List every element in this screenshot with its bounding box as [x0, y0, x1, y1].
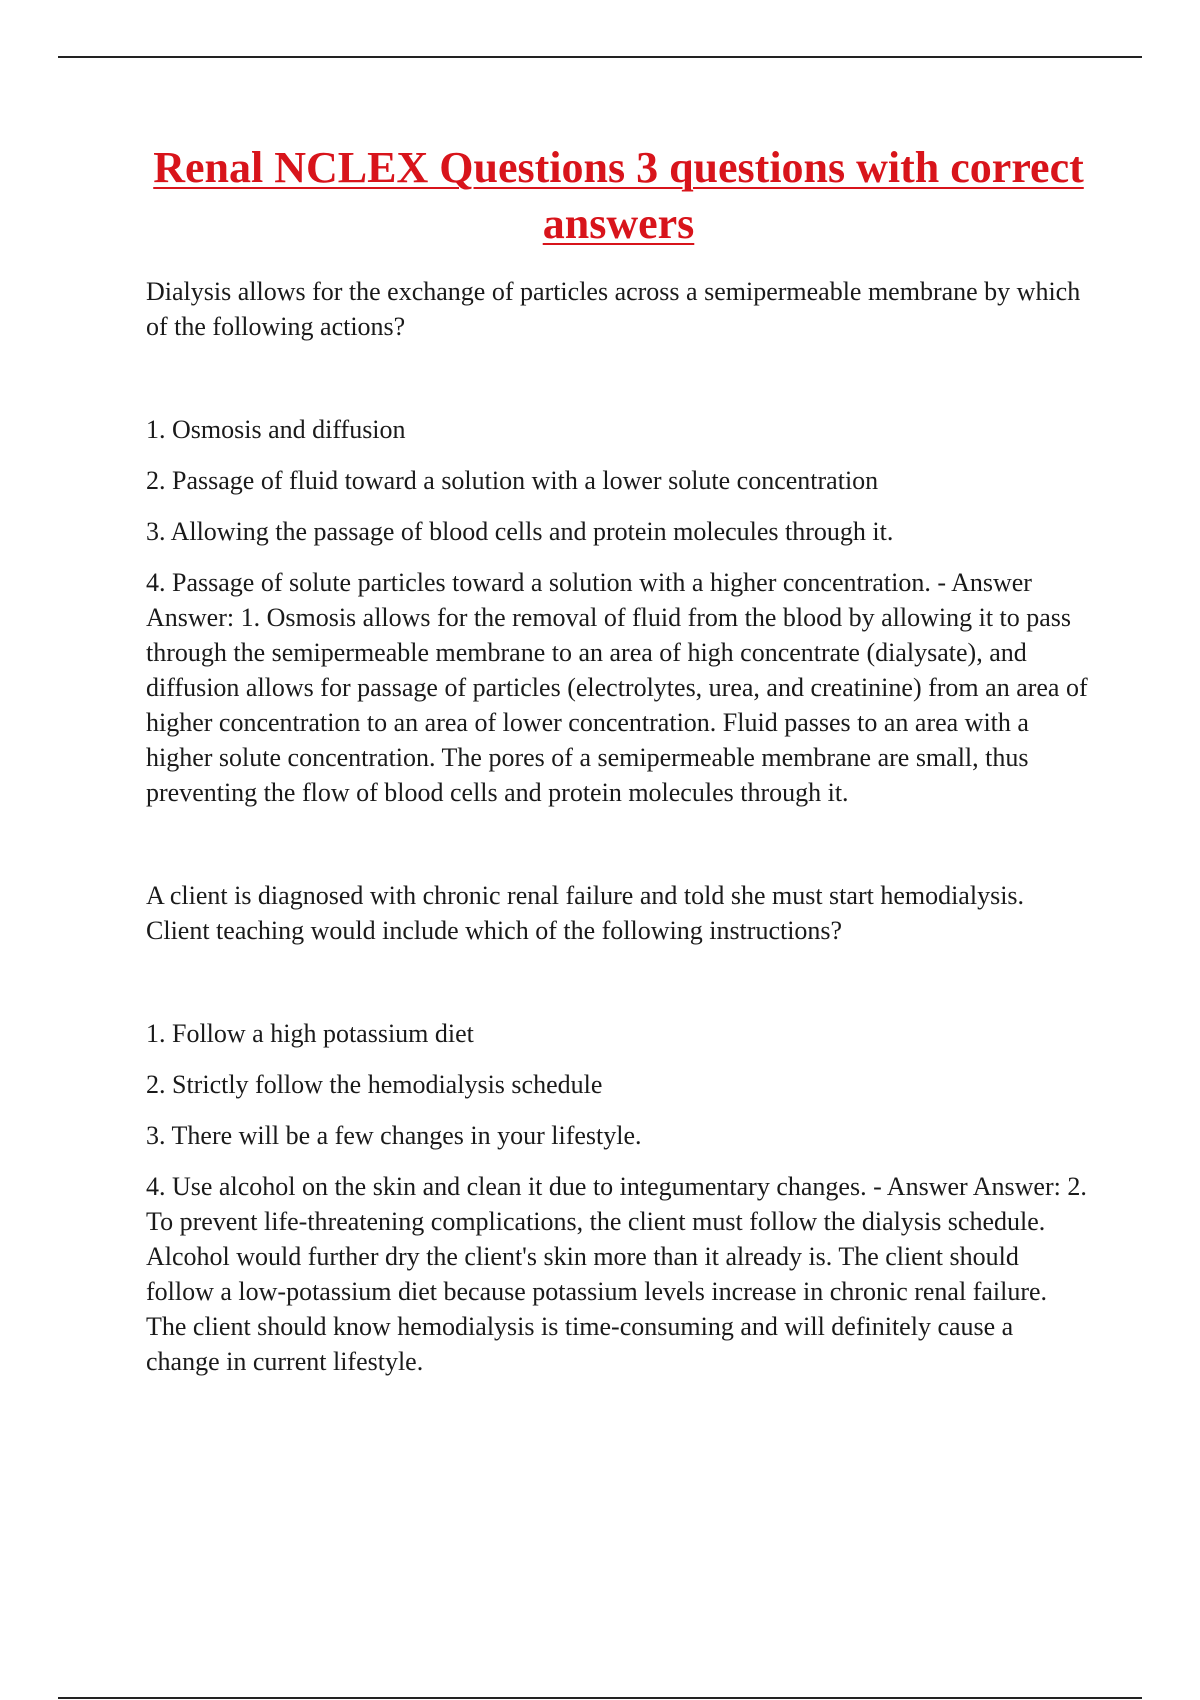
- bottom-rule: [58, 1697, 1142, 1699]
- top-rule: [58, 56, 1142, 58]
- answer-option: 1. Osmosis and diffusion: [146, 415, 406, 444]
- question-block-1: [146, 274, 1091, 810]
- answer-option: 3. Allowing the passage of blood cells and protein molecules through it.: [146, 517, 894, 546]
- answer-option-with-rationale: 4. Passage of solute particles toward a solution with a higher concentration. - Answer Answer: 1. Osmosis allows for the removal of fluid from the blood by allowing it to pass through the semipermeable membrane to an area of high concentrate (dialysate), and diffusion allows for passage of particles (electrolytes, urea, and creatinine) from an area of higher concentration to an area of lower concentration. Fluid passes to an area with a higher solute concentration. The pores of a semipermeable membrane are small, thus preventing the flow of blood cells and protein molecules through it.: [146, 568, 1088, 807]
- question-stem: A client is diagnosed with chronic renal failure and told she must start hemodialysis. Client teaching would include which of the following instructions?: [146, 881, 1025, 945]
- document-body: [146, 140, 1091, 1379]
- answer-options: [146, 412, 1091, 810]
- answer-option: 3. There will be a few changes in your lifestyle.: [146, 1121, 642, 1150]
- document-title: Renal NCLEX Questions 3 questions with correct answers: [153, 143, 1084, 248]
- question-block-2: [146, 878, 1091, 1379]
- answer-options: [146, 1016, 1091, 1379]
- answer-option: 2. Strictly follow the hemodialysis schedule: [146, 1070, 603, 1099]
- section-spacer: [146, 810, 1091, 878]
- answer-option: 2. Passage of fluid toward a solution with a lower solute concentration: [146, 466, 879, 495]
- question-stem: Dialysis allows for the exchange of particles across a semipermeable membrane by which of the following actions?: [146, 277, 1081, 341]
- answer-option: 1. Follow a high potassium diet: [146, 1019, 474, 1048]
- answer-option-with-rationale: 4. Use alcohol on the skin and clean it due to integumentary changes. - Answer Answer: 2. To prevent life-threatening complications, the client must follow the dialysis schedule. Alcohol would further dry the client's skin more than it already is. The client should follow a low-potassium diet because potassium levels increase in chronic renal failure. The client should know hemodialysis is time-consuming and will definitely cause a change in current lifestyle.: [146, 1172, 1087, 1376]
